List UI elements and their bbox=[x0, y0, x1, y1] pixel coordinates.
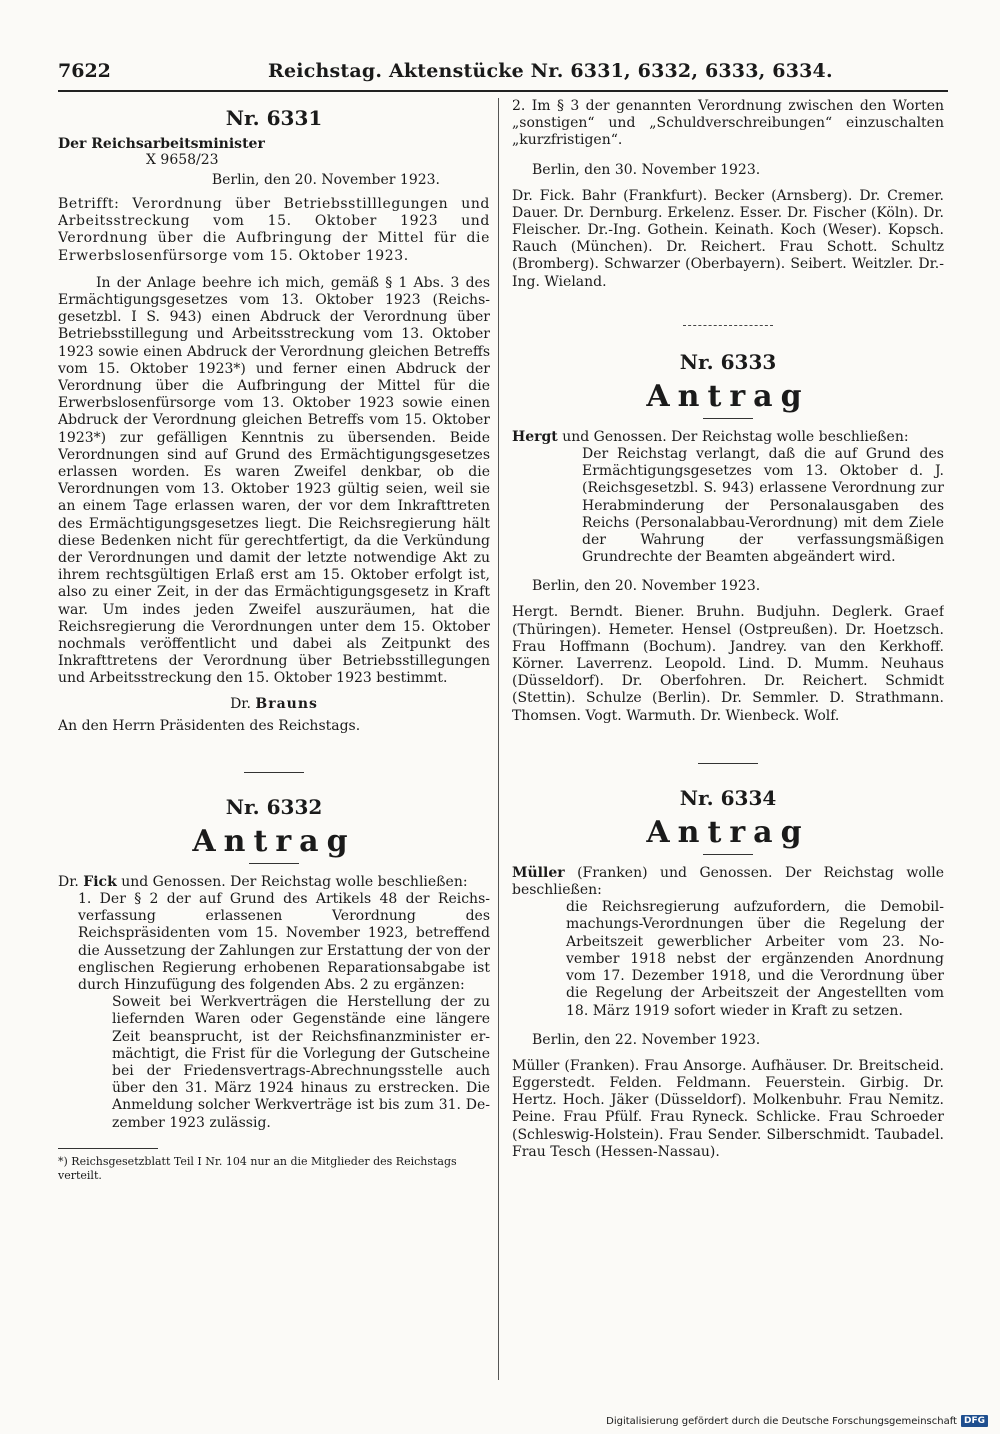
heading-antrag: Antrag bbox=[192, 823, 356, 859]
dfg-logo: DFG bbox=[961, 1415, 988, 1427]
signature bbox=[58, 696, 490, 712]
date-line: Berlin, den 20. November 1923. bbox=[532, 578, 761, 595]
body-wrapper bbox=[58, 275, 490, 688]
motion-intro bbox=[512, 429, 944, 446]
date-line: Berlin, den 20. November 1923. bbox=[211, 172, 440, 188]
motion-intro bbox=[58, 874, 490, 891]
document-number: Nr. 6332 bbox=[225, 794, 323, 819]
date-line: Berlin, den 22. November 1923. bbox=[532, 1031, 761, 1048]
document-number: Nr. 6334 bbox=[679, 785, 777, 810]
motion-item-1: 1. Der § 2 der auf Grund des Artikels 48 der Reichsverfassung erlassenen Verordnung des Reichspräsidenten vom 15. November 1923, betreffend die Aussetzung der Zahlungen zur Erstattung der von der englischen Regierung erhobenen Reparationsabgabe ist durch Hinzufügung des folgenden Abs. 2 zu ergänzen: bbox=[78, 890, 490, 993]
section-separator bbox=[698, 763, 758, 764]
motion-quote: die Reichsregierung aufzufordern, die Demobilmachungs-Verordnungen über die Regelung der Arbeitszeit gewerblicher Arbeiter vom 23. November 1918 nebst der ergänzenden Anordnung vom 17. Dezember 1918, und die Verordnung über die Regelung der Arbeitszeit der Angestellten vom 18. März 1919 sofort wieder in Kraft zu setzen. bbox=[566, 899, 944, 1019]
column-divider bbox=[498, 98, 499, 1380]
document-6332-continued bbox=[512, 98, 944, 291]
page-header bbox=[58, 54, 948, 92]
document-6333 bbox=[512, 350, 944, 725]
digitization-credit bbox=[606, 1415, 988, 1427]
signatories: Dr. Fick. Bahr (Frankfurt). Becker (Arnsberg). Dr. Cremer. Dauer. Dr. Dernburg. Erkelenz. Esser. Dr. Fischer (Köln). Dr. Fleischer. Dr.-Ing. Gothein. Keinath. Koch (Weser). Kopsch. Rauch (München). Dr. Reichert. Frau Schott. Schultz (Bromberg). Schwarzer (Oberbayern). Seibert. Weitzler. Dr.-Ing. Wieland. bbox=[512, 187, 944, 290]
document-6334 bbox=[512, 786, 944, 1161]
signatories: Hergt. Berndt. Biener. Bruhn. Budjuhn. Deglerk. Graef (Thüringen). Hemeter. Hensel (Ostpreußen). Dr. Hoetzsch. Frau Hoffmann (Bochum). Jandrey. van den Kerkhoff. Körner. Laverrenz. Leopold. Lind. D. Mumm. Neuhaus (Düsseldorf). Dr. Oberfohren. Dr. Reichert. Schmidt (Stettin). Schulze (Berlin). Dr. Semmler. D. Strathmann. Thomsen. Vogt. Warmuth. Dr. Wienbeck. Wolf. bbox=[512, 604, 944, 724]
motion-item-2: 2. Im § 3 der genannten Verordnung zwischen den Worten „sonstigen“ und „Schuldverschreibungen“ einzuschalten „kurzfristigen“. bbox=[512, 98, 944, 149]
addressee: An den Herrn Präsidenten des Reichstags. bbox=[58, 717, 361, 734]
heading-antrag: Antrag bbox=[646, 814, 810, 850]
intro-prefix: Dr. bbox=[58, 873, 79, 890]
left-column bbox=[58, 98, 490, 1373]
section-separator bbox=[244, 772, 304, 773]
reference-number: X 9658/23 bbox=[146, 152, 219, 168]
signatories: Müller (Franken). Frau Ansorge. Aufhäuser. Dr. Breitscheid. Eggerstedt. Felden. Feldmann. Feuerstein. Girbig. Dr. Hertz. Hoch. Jäker (Düsseldorf). Molkenbuhr. Frau Nemitz. Peine. Frau Pfülf. Frau Ryneck. Schlicke. Frau Schroeder (Schleswig-Holstein). Frau Sender. Silberschmidt. Taubadel. Frau Tesch (Hessen-Nassau). bbox=[512, 1057, 944, 1160]
intro-rest: (Franken) und Genossen. Der Reichstag wolle beschließen: bbox=[512, 864, 944, 899]
right-column bbox=[512, 98, 944, 1373]
subject-line: Betrifft: Verordnung über Betriebsstilllegungen und Arbeitsstreckung vom 15. Oktober 1923 und Verordnung über die Aufbringung der Mittel für die Erwerbslosenfürsorge vom 15. Oktober 1923. bbox=[58, 196, 490, 264]
signature-name: Brauns bbox=[255, 695, 318, 712]
footnote-rule bbox=[58, 1148, 158, 1149]
running-title: Reichstag. Aktenstücke Nr. 6331, 6332, 6333, 6334. bbox=[268, 60, 833, 82]
heading-rule bbox=[703, 418, 753, 419]
body-text: In der Anlage beehre ich mich, gemäß § 1 Abs. 3 des Ermächtigungsgesetzes vom 13. Oktober 1923 (Reichsgesetzbl. I S. 943) einen Abdruck der Verordnung über Betriebsstillegung und Arbeitsstreckung vom 13. Oktober 1923 sowie einen Abdruck der Verordnung gleichen Betreffs vom 15. Oktober 1923*) und ferner einen Abdruck der Verordnung über die Aufbringung der Mittel für die Erwerbslosenfürsorge vom 13. Oktober 1923 sowie einen Abdruck der Verordnung gleichen Betreffs vom 15. Oktober 1923*) zur gefälligen Kenntnis zu übersenden. Beide Verordnungen sind auf Grund des Ermächtigungsgesetzes erlassen worden. Es waren Zweifel denkbar, ob die Verordnungen vom 13. Oktober 1923 gültig seien, weil sie an einem Tage erlassen waren, der vor dem Inkrafttreten des Ermächtigungsgesetzes liegt. Die Reichsregierung hält diese Bedenken nicht für gerechtfertigt, da die Verkündung der Verordnungen und damit der letzte notwendige Akt zu ihrem rechtsgültigen Erlaß erst am 15. Oktober erfolgt ist, also zu einer Zeit, in der das Ermächtigungsgesetz in Kraft war. Um indes jeden Zweifel auszuräumen, hat die Reichsregierung die Verordnungen unter dem 15. Oktober nochmals veröffentlicht und dabei als Zeitpunkt des Inkrafttretens der Verordnung über Betriebsstillegungen und Arbeitsstreckung den 15. Oktober 1923 bestimmt. bbox=[58, 274, 490, 687]
intro-rest: und Genossen. Der Reichstag wolle beschließen: bbox=[562, 428, 909, 445]
signature-title: Dr. bbox=[230, 695, 251, 712]
credit-text: Digitalisierung gefördert durch die Deutsche Forschungsgemeinschaft bbox=[606, 1415, 957, 1427]
sender: Der Reichsarbeitsminister bbox=[58, 136, 265, 152]
document-number: Nr. 6331 bbox=[225, 106, 323, 130]
footnote: *) Reichsgesetzblatt Teil I Nr. 104 nur an die Mitglieder des Reichstags verteilt. bbox=[58, 1154, 457, 1182]
document-6332 bbox=[58, 795, 490, 1132]
heading-rule bbox=[703, 854, 753, 855]
date-line: Berlin, den 30. November 1923. bbox=[532, 161, 761, 178]
motion-quote: Soweit bei Werkverträgen die Herstellung der zu liefernden Waren oder Gegenstände eine längere Zeit beansprucht, ist der Reichsfinanzminister ermächtigt, die Frist für die Vorlegung der Gutscheine bei der Friedensvertrags-Abrechnungsstelle auch über den 31. März 1924 hinaus zu erstrecken. Die Anmeldung solcher Werkverträge ist bis zum 31. Dezember 1923 zulässig. bbox=[112, 994, 490, 1131]
motion-quote: Der Reichstag verlangt, daß die auf Grund des Ermächtigungsgesetzes vom 13. Oktober d. J. (Reichsgesetzbl. S. 943) erlassene Verordnung zur Herabminderung der Personalausgaben des Reichs (Personalabbau-Verordnung) mit dem Ziele der Wahrung der verfassungsmäßigen Grundrechte der Beamten abgeändert wird. bbox=[582, 446, 944, 566]
document-page bbox=[58, 54, 948, 1394]
heading-rule bbox=[249, 863, 299, 864]
intro-name: Fick bbox=[83, 873, 117, 890]
motion-intro bbox=[512, 865, 944, 899]
intro-name: Hergt bbox=[512, 428, 558, 445]
page-number: 7622 bbox=[58, 60, 111, 82]
section-separator bbox=[683, 325, 773, 326]
document-6331 bbox=[58, 106, 490, 734]
heading-antrag: Antrag bbox=[646, 378, 810, 414]
intro-rest: und Genossen. Der Reichstag wolle beschließen: bbox=[121, 873, 468, 890]
intro-name: Müller bbox=[512, 864, 565, 881]
document-number: Nr. 6333 bbox=[679, 349, 777, 374]
